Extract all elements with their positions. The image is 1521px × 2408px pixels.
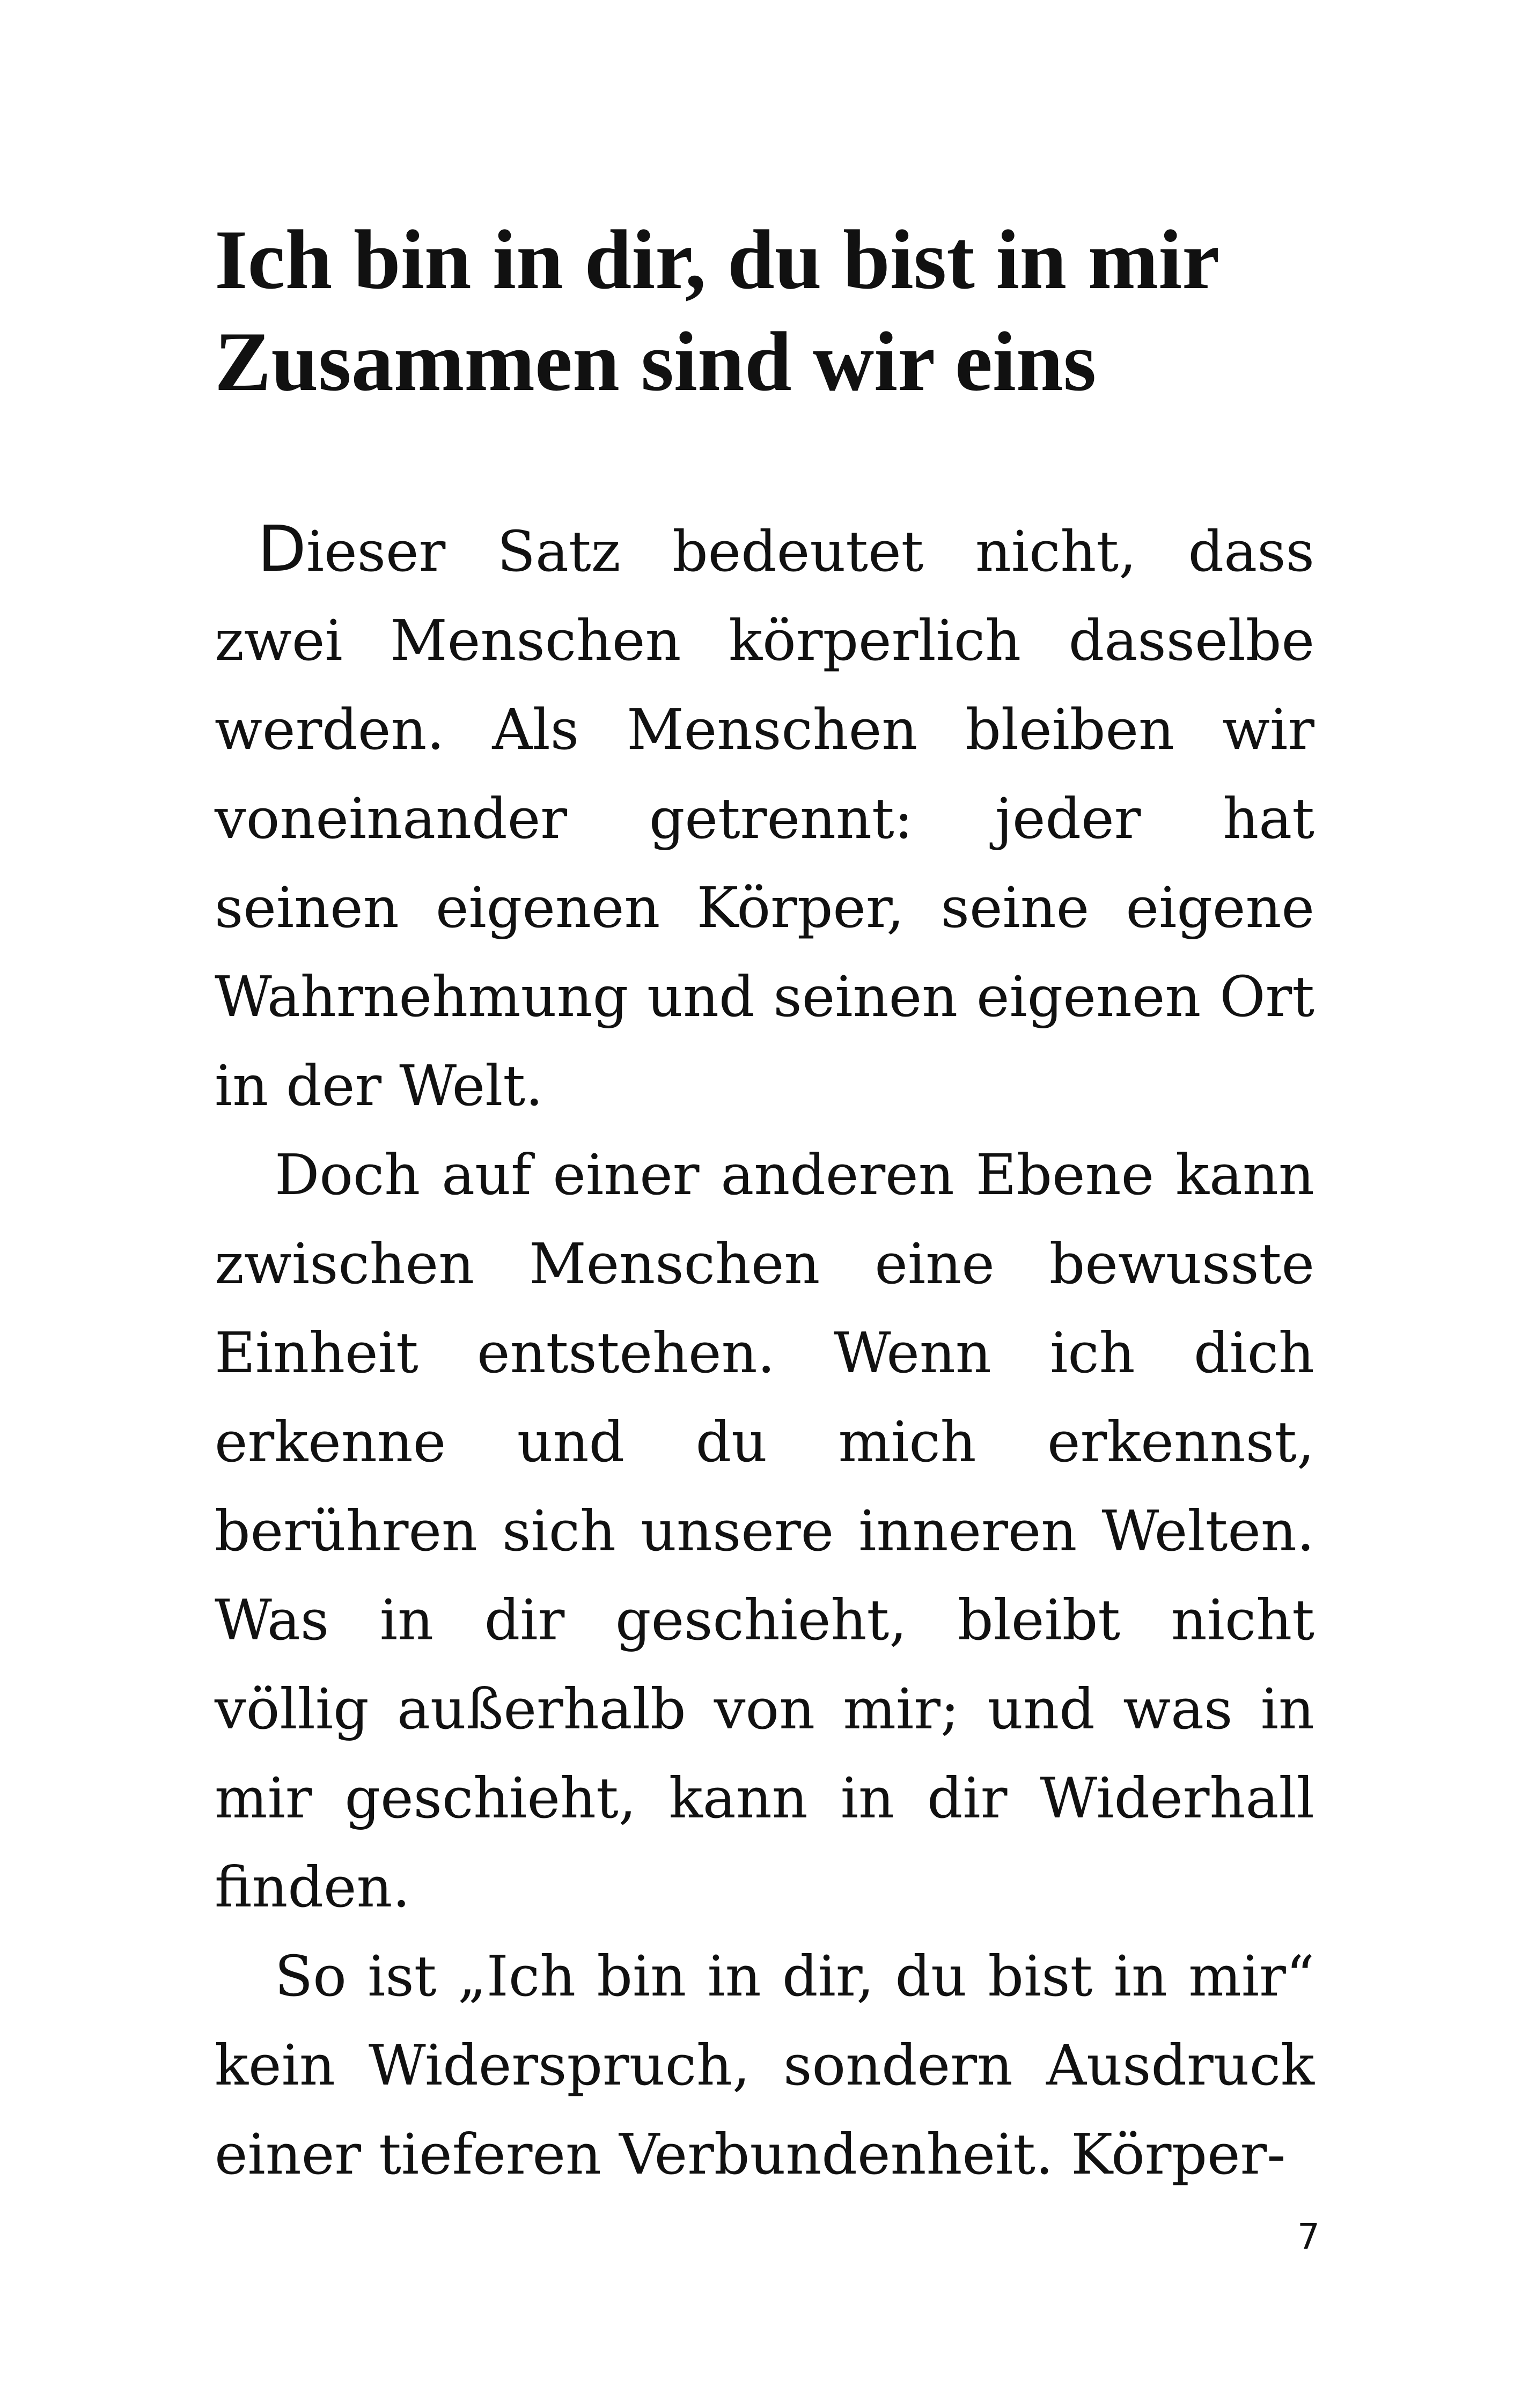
paragraph-3: So ist „Ich bin in dir, du bist in mir“ kein Widerspruch, sondern Ausdruck einer tieferen Verbundenheit. Körper- [215, 1943, 1314, 2187]
heading-line-2: Zusammen sind wir eins [215, 315, 1097, 409]
paragraph-1-text: ieser Satz bedeutet nicht, dass zwei Menschen körperlich dasselbe werden. Als Menschen bleiben wir voneinander getrennt: jeder hat seinen eigenen Körper, seine eigene Wahrnehmung und seinen eigenen Ort in der Welt. [215, 519, 1314, 1118]
page-number: 7 [1297, 2216, 1320, 2257]
heading-line-1: Ich bin in dir, du bist in mir [215, 213, 1220, 307]
body-text [215, 504, 1314, 2199]
initial-letter: D [258, 512, 306, 586]
paragraph-1 [215, 504, 1314, 1130]
paragraph-2: Doch auf einer anderen Ebene kann zwischen Menschen eine bewusste Einheit entstehen. Wenn ich dich erkenne und du mich erkennst, berühren sich unsere inneren Welten. Was in dir geschieht, bleibt nicht völlig außerhalb von mir; und was in mir geschieht, kann in dir Widerhall finden. [215, 1142, 1314, 1920]
chapter-heading [215, 209, 1341, 413]
